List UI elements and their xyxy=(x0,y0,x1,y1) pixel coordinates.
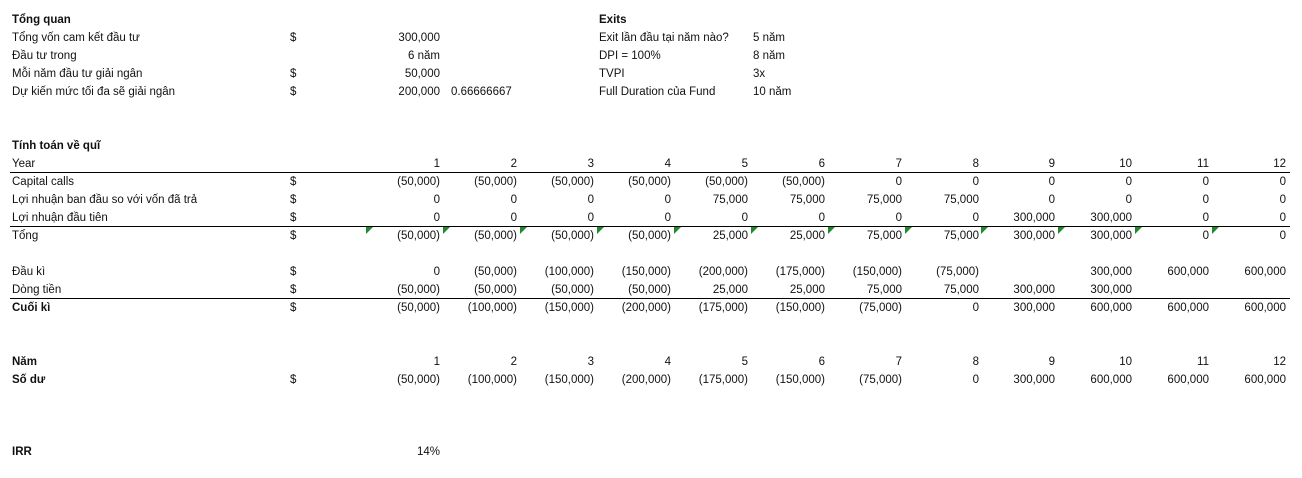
currency-symbol: $ xyxy=(290,230,297,242)
currency-symbol: $ xyxy=(290,32,297,44)
value-cell: 25,000 xyxy=(712,284,748,296)
total-topline xyxy=(10,226,1290,227)
value-cell: (150,000) xyxy=(544,374,594,386)
value-cell: 600,000 xyxy=(1167,266,1209,278)
value-cell: 2 xyxy=(510,356,517,368)
value-cell: (150,000) xyxy=(775,374,825,386)
exits-label: Full Duration của Fund xyxy=(599,86,716,98)
value-cell: 75,000 xyxy=(866,284,902,296)
formula-warning-marker xyxy=(905,227,912,234)
exits-label: DPI = 100% xyxy=(599,50,661,62)
value-cell: 10 xyxy=(1119,356,1132,368)
value-cell: 0 xyxy=(510,194,517,206)
value-cell: 600,000 xyxy=(1167,302,1209,314)
value-cell: 0 xyxy=(433,194,440,206)
overview-title: Tổng quan xyxy=(12,14,71,26)
value-cell: 0 xyxy=(1202,230,1209,242)
value-cell: 3 xyxy=(587,158,594,170)
value-cell: 0 xyxy=(1279,176,1286,188)
value-cell: 0 xyxy=(587,212,594,224)
value-cell: 300,000 xyxy=(1013,374,1055,386)
row-label: Cuối kì xyxy=(12,302,51,314)
formula-warning-marker xyxy=(751,227,758,234)
value-cell: 300,000 xyxy=(1090,266,1132,278)
exits-value: 8 năm xyxy=(753,50,785,62)
row-label: Year xyxy=(12,158,36,170)
row-label: Tổng xyxy=(12,230,39,242)
exits-label: Exit lần đầu tại năm nào? xyxy=(599,32,729,44)
value-cell: 0 xyxy=(972,374,979,386)
formula-warning-marker xyxy=(981,227,988,234)
row-label: Đầu kì xyxy=(12,266,46,278)
currency-symbol: $ xyxy=(290,302,297,314)
value-cell: 0 xyxy=(433,266,440,278)
value-cell: 0 xyxy=(895,212,902,224)
value-cell: 600,000 xyxy=(1090,374,1132,386)
value-cell: 0 xyxy=(1202,176,1209,188)
value-cell: 1 xyxy=(433,356,440,368)
row-label: Năm xyxy=(12,356,37,368)
value-cell: 11 xyxy=(1197,356,1209,368)
value-cell: (100,000) xyxy=(467,302,517,314)
value-cell: 25,000 xyxy=(789,230,825,242)
currency-symbol: $ xyxy=(290,194,297,206)
fund-calc-title: Tính toán về quĩ xyxy=(12,140,101,152)
currency-symbol: $ xyxy=(290,176,297,188)
value-cell: 300,000 xyxy=(1090,284,1132,296)
value-cell: (50,000) xyxy=(474,176,517,188)
end-period-topline xyxy=(10,298,1290,299)
value-cell: 0 xyxy=(972,302,979,314)
value-cell: (75,000) xyxy=(859,302,902,314)
value-cell: 8 xyxy=(972,158,979,170)
value-cell: (50,000) xyxy=(474,284,517,296)
value-cell: 75,000 xyxy=(943,194,979,206)
value-cell: (100,000) xyxy=(467,374,517,386)
value-cell: 300,000 xyxy=(1090,212,1132,224)
value-cell: (50,000) xyxy=(474,230,517,242)
value-cell: (150,000) xyxy=(544,302,594,314)
currency-symbol: $ xyxy=(290,284,297,296)
value-cell: 0 xyxy=(1279,212,1286,224)
value-cell: 0 xyxy=(1048,194,1055,206)
value-cell: (50,000) xyxy=(551,176,594,188)
value-cell: 0 xyxy=(1048,176,1055,188)
row-label: Dòng tiền xyxy=(12,284,62,296)
value-cell: (150,000) xyxy=(852,266,902,278)
value-cell: (50,000) xyxy=(628,230,671,242)
formula-warning-marker xyxy=(520,227,527,234)
value-cell: (50,000) xyxy=(397,374,440,386)
overview-value: 300,000 xyxy=(398,32,440,44)
value-cell: 9 xyxy=(1048,356,1055,368)
row-label: Capital calls xyxy=(12,176,74,188)
overview-label: Đầu tư trong xyxy=(12,50,77,62)
currency-symbol: $ xyxy=(290,68,297,80)
value-cell: 9 xyxy=(1048,158,1055,170)
value-cell: 25,000 xyxy=(789,284,825,296)
value-cell: 300,000 xyxy=(1013,230,1055,242)
overview-label: Dự kiến mức tối đa sẽ giải ngân xyxy=(12,86,176,98)
value-cell: 0 xyxy=(895,176,902,188)
value-cell: 12 xyxy=(1273,158,1286,170)
value-cell: 0 xyxy=(972,212,979,224)
value-cell: (50,000) xyxy=(628,176,671,188)
value-cell: 600,000 xyxy=(1244,266,1286,278)
currency-symbol: $ xyxy=(290,374,297,386)
row-label: Lợi nhuận ban đầu so với vốn đã trả xyxy=(12,194,198,206)
value-cell: 300,000 xyxy=(1013,212,1055,224)
value-cell: 5 xyxy=(741,356,748,368)
currency-symbol: $ xyxy=(290,266,297,278)
value-cell: 0 xyxy=(1279,194,1286,206)
value-cell: (50,000) xyxy=(474,266,517,278)
header-underline xyxy=(10,172,1290,173)
value-cell: 0 xyxy=(1202,212,1209,224)
value-cell: 7 xyxy=(895,158,902,170)
exits-value: 5 năm xyxy=(753,32,785,44)
value-cell: 0 xyxy=(1125,176,1132,188)
value-cell: (50,000) xyxy=(551,230,594,242)
formula-warning-marker xyxy=(1058,227,1065,234)
value-cell: (200,000) xyxy=(698,266,748,278)
value-cell: 75,000 xyxy=(943,284,979,296)
formula-warning-marker xyxy=(828,227,835,234)
value-cell: 8 xyxy=(972,356,979,368)
value-cell: 300,000 xyxy=(1013,284,1055,296)
value-cell: 300,000 xyxy=(1013,302,1055,314)
value-cell: 75,000 xyxy=(943,230,979,242)
value-cell: (200,000) xyxy=(621,374,671,386)
value-cell: 6 xyxy=(818,158,825,170)
value-cell: (50,000) xyxy=(397,284,440,296)
formula-warning-marker xyxy=(1212,227,1219,234)
overview-label: Tổng vốn cam kết đầu tư xyxy=(12,32,140,44)
value-cell: 2 xyxy=(510,158,517,170)
value-cell: 600,000 xyxy=(1167,374,1209,386)
value-cell: 0 xyxy=(741,212,748,224)
value-cell: 300,000 xyxy=(1090,230,1132,242)
formula-warning-marker xyxy=(1135,227,1142,234)
value-cell: 6 xyxy=(818,356,825,368)
formula-warning-marker xyxy=(597,227,604,234)
value-cell: 0 xyxy=(1202,194,1209,206)
value-cell: 0 xyxy=(664,194,671,206)
value-cell: 0 xyxy=(818,212,825,224)
formula-warning-marker xyxy=(443,227,450,234)
overview-value: 50,000 xyxy=(404,68,440,80)
value-cell: (50,000) xyxy=(397,302,440,314)
value-cell: (175,000) xyxy=(698,302,748,314)
value-cell: (150,000) xyxy=(621,266,671,278)
value-cell: (200,000) xyxy=(621,302,671,314)
value-cell: 1 xyxy=(433,158,440,170)
value-cell: (75,000) xyxy=(936,266,979,278)
value-cell: (50,000) xyxy=(705,176,748,188)
value-cell: 7 xyxy=(895,356,902,368)
row-label: Số dư xyxy=(12,374,46,386)
value-cell: (50,000) xyxy=(628,284,671,296)
value-cell: 75,000 xyxy=(789,194,825,206)
value-cell: (50,000) xyxy=(551,284,594,296)
value-cell: (150,000) xyxy=(775,302,825,314)
value-cell: 4 xyxy=(664,158,671,170)
value-cell: 3 xyxy=(587,356,594,368)
formula-warning-marker xyxy=(366,227,373,234)
exits-title: Exits xyxy=(599,14,627,26)
value-cell: 75,000 xyxy=(712,194,748,206)
value-cell: (175,000) xyxy=(775,266,825,278)
value-cell: 4 xyxy=(664,356,671,368)
value-cell: 0 xyxy=(1125,194,1132,206)
value-cell: (75,000) xyxy=(859,374,902,386)
value-cell: (50,000) xyxy=(397,230,440,242)
irr-value: 14% xyxy=(416,446,440,458)
value-cell: 10 xyxy=(1119,158,1132,170)
value-cell: 12 xyxy=(1273,356,1286,368)
value-cell: 25,000 xyxy=(712,230,748,242)
value-cell: 600,000 xyxy=(1244,302,1286,314)
value-cell: (100,000) xyxy=(544,266,594,278)
overview-extra: 0.66666667 xyxy=(451,86,512,98)
currency-symbol: $ xyxy=(290,212,297,224)
value-cell: 0 xyxy=(510,212,517,224)
value-cell: 11 xyxy=(1197,158,1209,170)
value-cell: 75,000 xyxy=(866,230,902,242)
exits-value: 10 năm xyxy=(753,86,792,98)
value-cell: 75,000 xyxy=(866,194,902,206)
formula-warning-marker xyxy=(674,227,681,234)
irr-label: IRR xyxy=(12,446,32,458)
value-cell: 0 xyxy=(433,212,440,224)
value-cell: 600,000 xyxy=(1244,374,1286,386)
value-cell: 0 xyxy=(664,212,671,224)
value-cell: 5 xyxy=(741,158,748,170)
value-cell: 600,000 xyxy=(1090,302,1132,314)
overview-value: 200,000 xyxy=(398,86,440,98)
exits-value: 3x xyxy=(753,68,766,80)
exits-label: TVPI xyxy=(599,68,625,80)
value-cell: 0 xyxy=(972,176,979,188)
row-label: Lợi nhuận đầu tiên xyxy=(12,212,108,224)
value-cell: 0 xyxy=(587,194,594,206)
value-cell: 0 xyxy=(1279,230,1286,242)
overview-value: 6 năm xyxy=(408,50,440,62)
value-cell: (50,000) xyxy=(782,176,825,188)
value-cell: (50,000) xyxy=(397,176,440,188)
currency-symbol: $ xyxy=(290,86,297,98)
overview-label: Mỗi năm đầu tư giải ngân xyxy=(12,68,143,80)
value-cell: (175,000) xyxy=(698,374,748,386)
